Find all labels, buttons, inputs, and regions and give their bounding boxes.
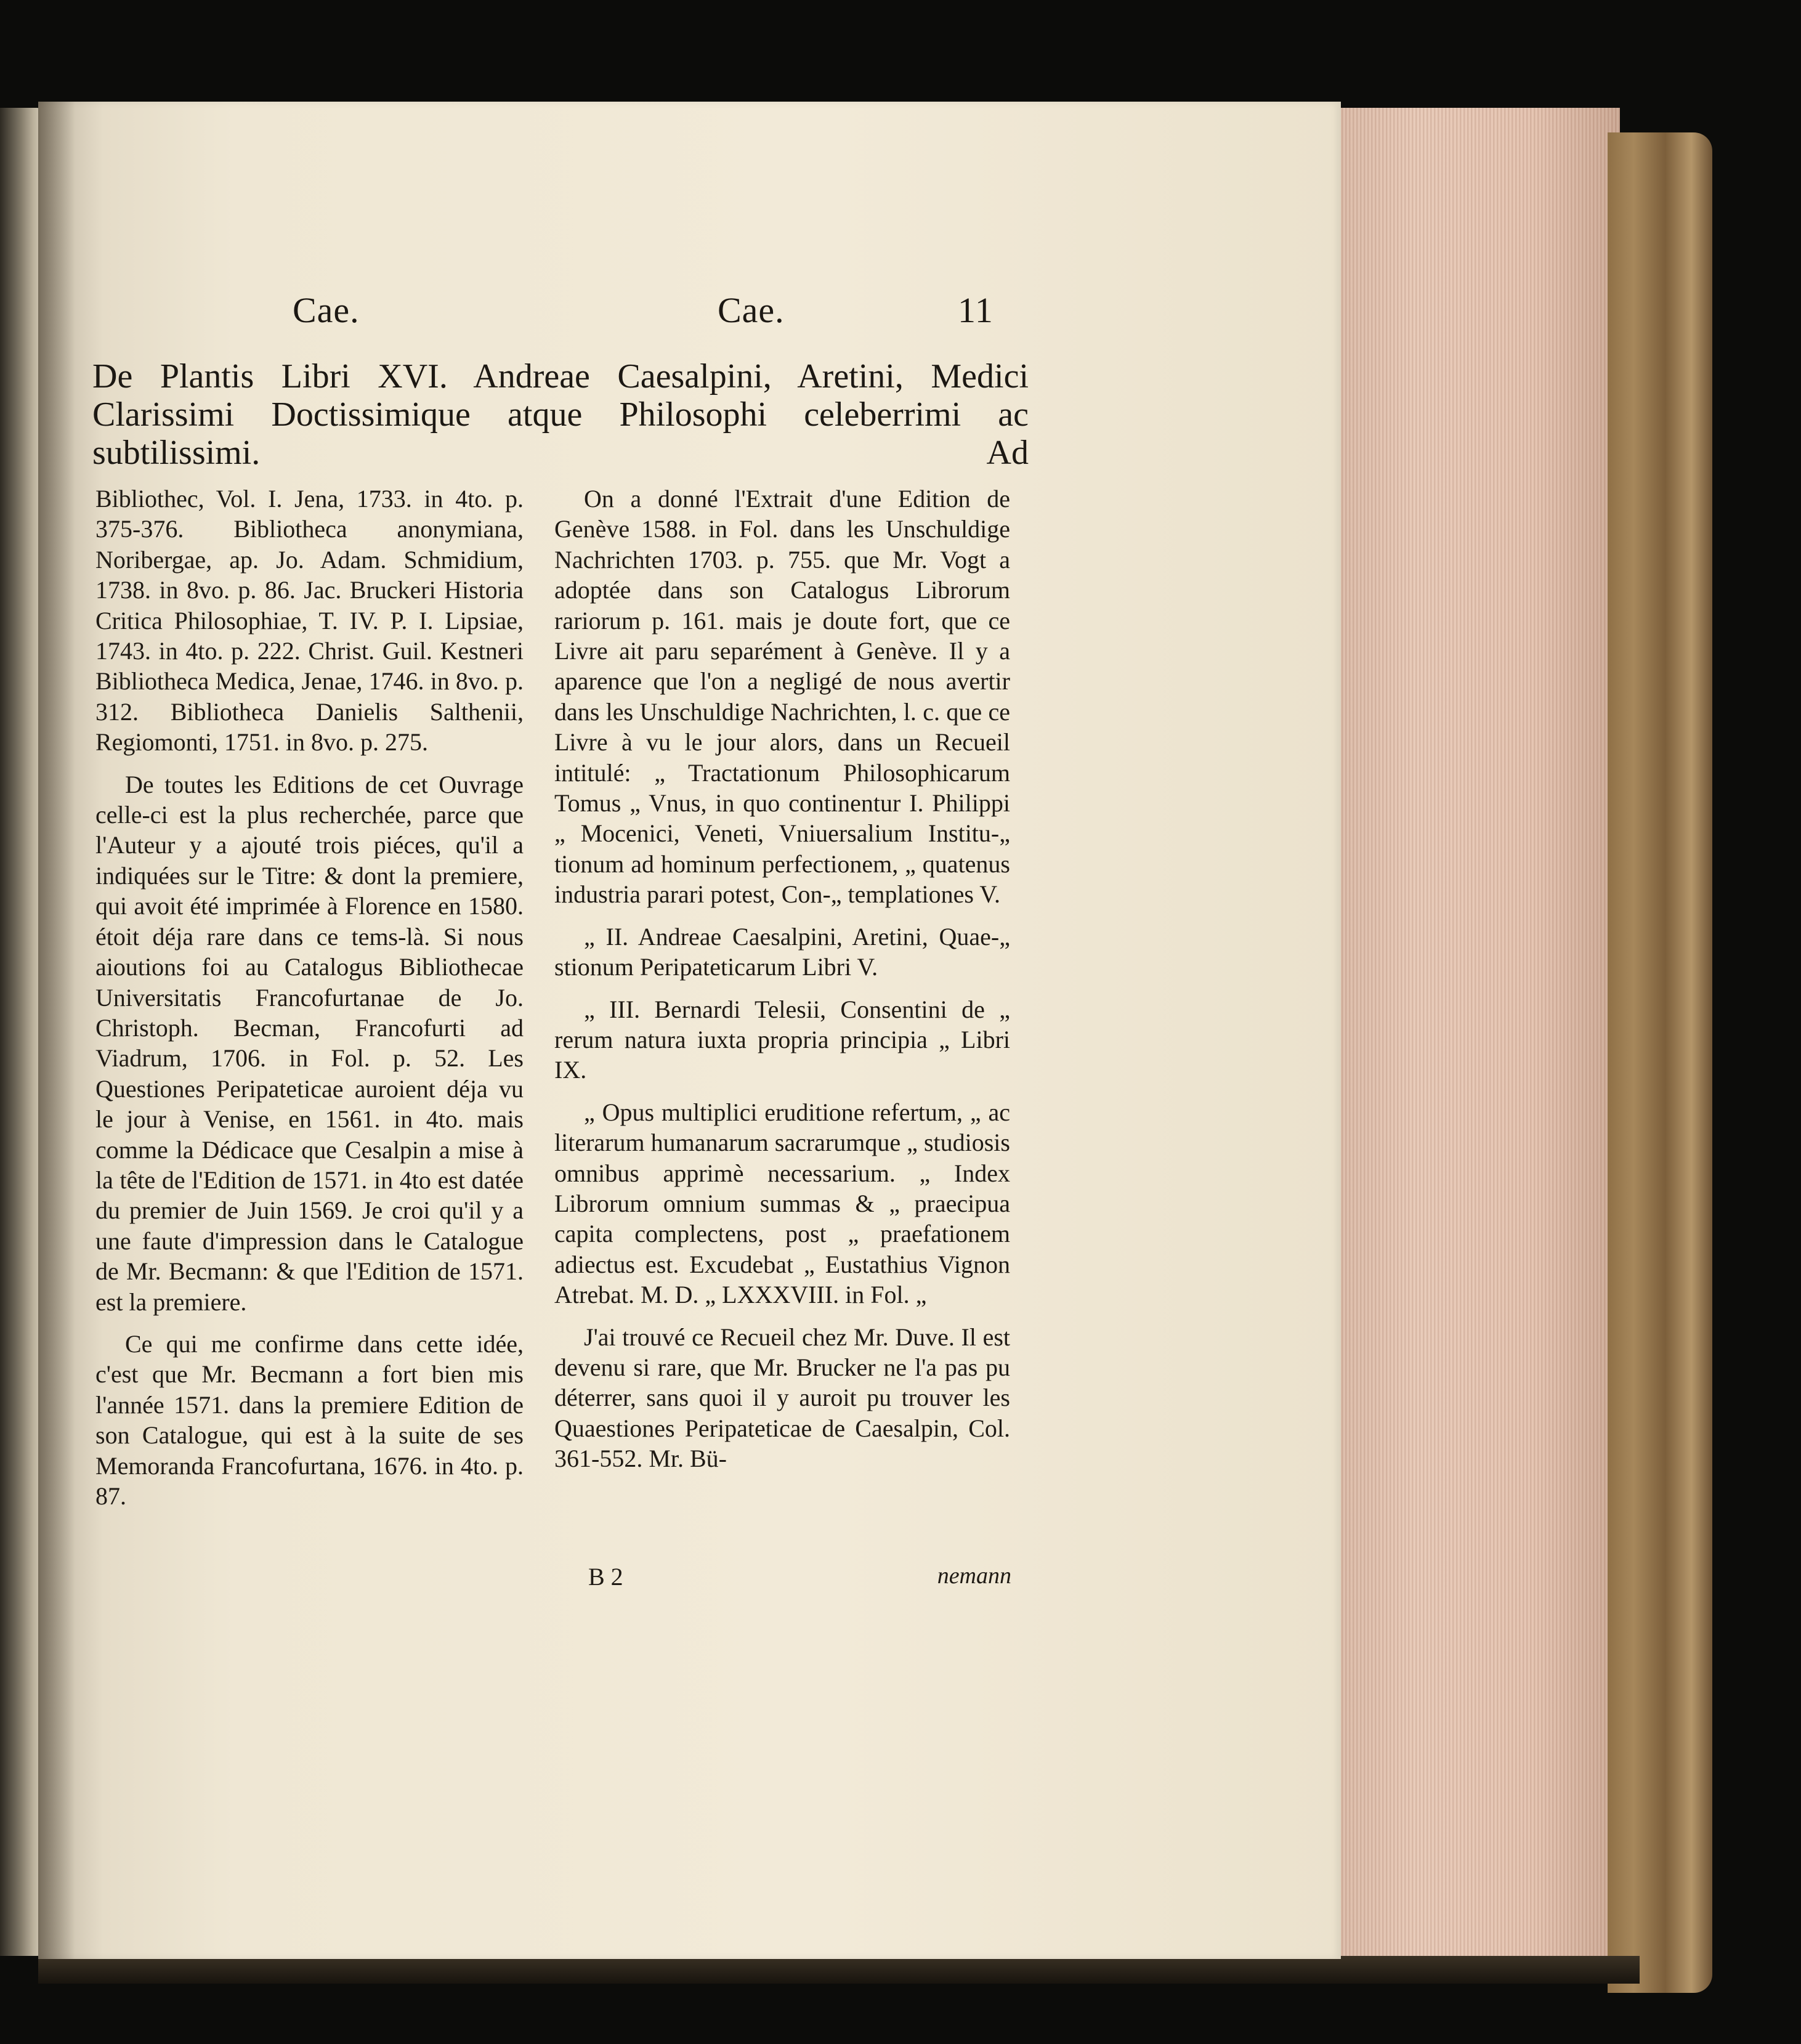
- left-paragraph: De toutes les Editions de cet Ouvrage celle-ci est la plus recherchée, parce que l'Auteur y a ajouté trois piéces, qu'il a indiquées sur le Titre: & dont la premiere, qui avoit été imprimée à Florence en 1580. étoit déja rare dans ce tems-là. Si nous aioutions foi au Catalogus Bibliothecae Universitatis Francofurtanae de Jo. Christoph. Becman, Francofurti ad Viadrum, 1706. in Fol. p. 52. Les Questiones Peripateticae auroient déja vu le jour à Venise, en 1561. in 4to. mais comme la Dédicace que Cesalpin a mise à la tête de l'Edition de 1571. in 4to est datée du premier de Juin 1569. Je croi qu'il y a une faute d'impression dans le Catalogue de Mr. Becmann: & que l'Edition de 1571. est la premiere.: [95, 770, 524, 1316]
- running-header-left: Cae.: [293, 290, 360, 330]
- right-paragraph: On a donné l'Extrait d'une Edition de Genève 1588. in Fol. dans les Unschuldige Nachrichten 1703. p. 755. que Mr. Vogt a adoptée dans son Catalogus Librorum rariorum p. 161. mais je doute fort, que ce Livre ait paru separément à Genève. Il y a aparence que l'on a negligé de nous avertir dans les Unschuldige Nachrichten, l. c. que ce Livre à vu le jour alors, dans un Recueil intitulé: „ Tractationum Philosophicarum Tomus „ Vnus, in quo continentur I. Philippi „ Mocenici, Veneti, Vniuersalium Institu-„ tionum ad hominum perfectionem, „ quatenus industria parari potest, Con-„ templationes V.: [554, 485, 1010, 909]
- book-page-edges: [1330, 108, 1620, 1974]
- catchword: nemann: [937, 1563, 1011, 1589]
- right-paragraph: J'ai trouvé ce Recueil chez Mr. Duve. Il est devenu si rare, que Mr. Brucker ne l'a pas pu déterrer, sans quoi il y auroit pu trouver les Quaestiones Peripateticae de Caesalpin, Col. 361-552. Mr. Bü-: [554, 1323, 1010, 1473]
- right-paragraph: „ III. Bernardi Telesii, Consentini de „ rerum natura iuxta propria principia „ Libri IX.: [554, 995, 1010, 1084]
- signature-mark: B 2: [588, 1563, 623, 1591]
- entry-title-line-3: Ad: [986, 434, 1029, 472]
- right-paragraph: „ II. Andreae Caesalpini, Aretini, Quae-„ stionum Peripateticarum Libri V.: [554, 922, 1010, 981]
- right-text-column: [554, 484, 1010, 1474]
- book-cover-right: [1608, 132, 1712, 1993]
- left-text-column: [95, 484, 524, 1511]
- book-cover-bottom: [38, 1956, 1640, 1984]
- left-page-edge: [0, 108, 43, 1956]
- running-header-middle: Cae.: [718, 290, 785, 330]
- left-paragraph: Ce qui me confirme dans cette idée, c'est que Mr. Becmann a fort bien mis l'année 1571. dans la premiere Edition de son Catalogue, qui est à la suite de ses Memoranda Francofurtana, 1676. in 4to. p. 87.: [95, 1329, 524, 1510]
- entry-title-line-2: Clarissimi Doctissimique atque Philosophi celeberrimi ac subtilissimi.: [92, 395, 1029, 472]
- right-paragraph: „ Opus multiplici eruditione refertum, „ ac literarum humanarum sacrarumque „ studiosis omnibus apprimè necessarium. „ Index Librorum omnium summas & „ praecipua capita complectens, post „ praefationem adiectus est. Excudebat „ Eustathius Vignon Atrebat. M. D. „ LXXXVIII. in Fol. „: [554, 1098, 1010, 1309]
- page-gutter-shadow: [38, 102, 75, 1959]
- page-number: 11: [958, 290, 994, 330]
- left-paragraph: Bibliothec, Vol. I. Jena, 1733. in 4to. p. 375-376. Bibliotheca anonymiana, Noribergae, ap. Jo. Adam. Schmidium, 1738. in 8vo. p. 86. Jac. Bruckeri Historia Critica Philosophiae, T. IV. P. I. Lipsiae, 1743. in 4to. p. 222. Christ. Guil. Kestneri Bibliotheca Medica, Jenae, 1746. in 8vo. p. 312. Bibliotheca Danielis Salthenii, Regiomonti, 1751. in 8vo. p. 275.: [95, 485, 524, 756]
- entry-title-line-1: De Plantis Libri XVI. Andreae Caesalpini, Aretini, Medici: [92, 357, 1029, 395]
